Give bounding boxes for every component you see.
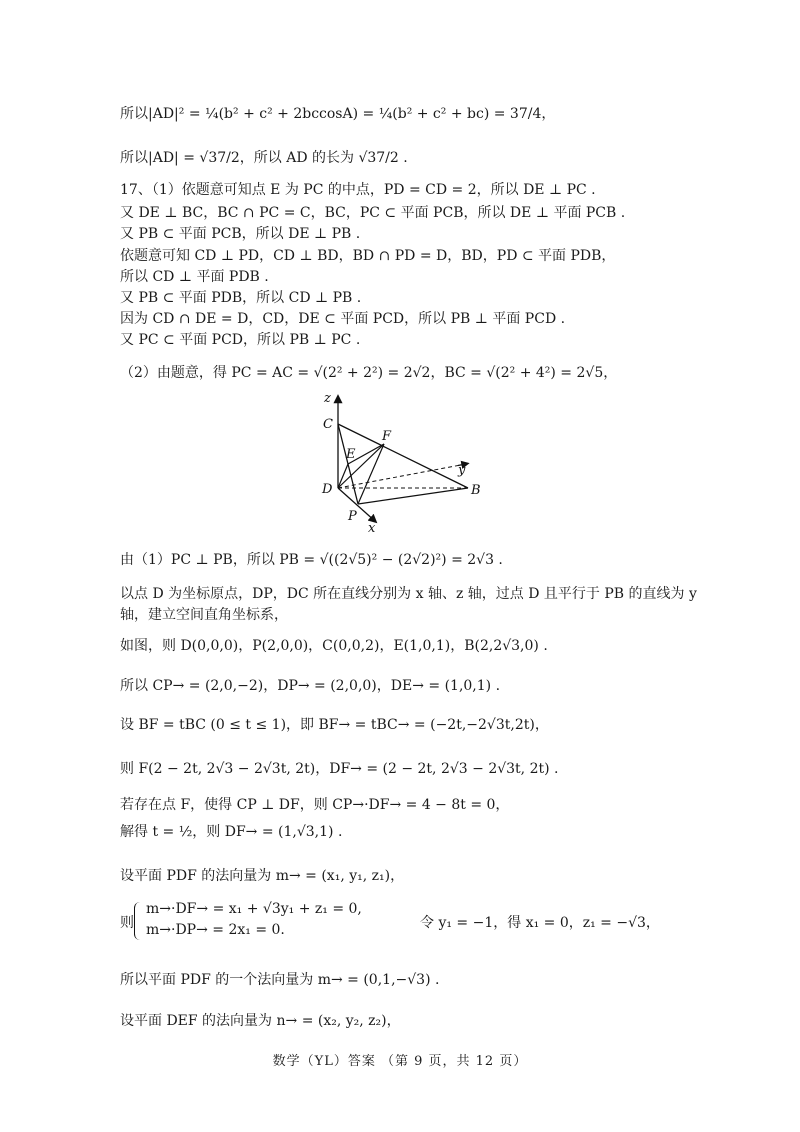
text-line-14: 轴，建立空间直角坐标系，: [120, 607, 288, 623]
text-line-23: 设平面 DEF 的法向量为 n→ = (x₂, y₂, z₂)，: [120, 1013, 401, 1029]
text-line-18: 则 F(2 − 2t, 2√3 − 2√3t, 2t)，DF→ = (2 − 2t, 2√3 − 2√3t, 2t) .: [120, 761, 559, 777]
text-line-7: 所以 CD ⊥ 平面 PDB .: [120, 269, 269, 285]
text-line-13: 以点 D 为坐标原点，DP，DC 所在直线分别为 x 轴、z 轴，过点 D 且平行于 PB 的直线为 y: [120, 586, 697, 602]
text-line-19: 若存在点 F，使得 CP ⊥ DF，则 CP→·DF→ = 4 − 8t = 0，: [120, 797, 510, 813]
edge-CB: [338, 424, 468, 488]
label-C: C: [323, 417, 333, 432]
edge-FP: [358, 444, 384, 504]
label-D: D: [322, 482, 333, 497]
edge-DE: [338, 464, 348, 488]
text-line-1: 所以|AD|² = ¼(b² + c² + 2bccosA) = ¼(b² + c² + bc) = 37/4，: [120, 106, 556, 122]
coordinate-diagram: [318, 391, 508, 536]
tetrahedron-figure: [318, 391, 508, 536]
label-z: z: [324, 391, 331, 406]
label-F: F: [382, 429, 392, 444]
label-P: P: [348, 509, 357, 524]
text-line-5: 又 PB ⊂ 平面 PCB，所以 DE ⊥ PB .: [120, 226, 361, 242]
page-footer: 数学（YL）答案 （第 9 页，共 12 页）: [272, 1054, 528, 1069]
system-lead: 则: [120, 915, 134, 931]
text-line-4: 又 DE ⊥ BC，BC ∩ PC = C，BC，PC ⊂ 平面 PCB，所以 DE ⊥ 平面 PCB .: [120, 205, 626, 221]
label-E: E: [346, 447, 356, 462]
text-line-12: 由（1）PC ⊥ PB，所以 PB = √((2√5)² − (2√2)²) = 2√3 .: [120, 552, 503, 568]
edge-PB: [358, 488, 468, 504]
system-equation-2: m→·DP→ = 2x₁ = 0.: [146, 922, 285, 938]
text-line-8: 又 PB ⊂ 平面 PDB，所以 CD ⊥ PB .: [120, 290, 362, 306]
system-solution: 令 y₁ = −1，得 x₁ = 0，z₁ = −√3，: [420, 915, 660, 931]
left-brace: [134, 902, 143, 940]
text-line-21: 设平面 PDF 的法向量为 m→ = (x₁, y₁, z₁)，: [120, 868, 405, 884]
x-axis: [338, 488, 376, 522]
equation-system: [120, 900, 740, 944]
text-line-20: 解得 t = ½，则 DF→ = (1,√3,1) .: [120, 824, 343, 840]
label-B: B: [471, 483, 481, 498]
text-line-2: 所以|AD| = √37/2，所以 AD 的长为 √37/2 .: [120, 150, 408, 166]
text-line-6: 依题意可知 CD ⊥ PD，CD ⊥ BD，BD ∩ PD = D，BD，PD ⊂ 平面 PDB，: [120, 248, 616, 264]
text-line-16: 所以 CP→ = (2,0,−2)，DP→ = (2,0,0)，DE→ = (1,0,1) .: [120, 678, 501, 694]
label-x: x: [368, 521, 376, 536]
text-line-10: 又 PC ⊂ 平面 PCD，所以 PB ⊥ PC .: [120, 332, 361, 348]
text-line-17: 设 BF = tBC (0 ≤ t ≤ 1)，即 BF→ = tBC→ = (−2t,−2√3t,2t)，: [120, 717, 549, 733]
label-y: y: [458, 463, 466, 478]
system-equation-1: m→·DF→ = x₁ + √3y₁ + z₁ = 0,: [146, 901, 362, 917]
text-line-3: 17、（1）依题意可知点 E 为 PC 的中点，PD = CD = 2，所以 DE ⊥ PC .: [120, 182, 596, 198]
text-line-22: 所以平面 PDF 的一个法向量为 m→ = (0,1,−√3) .: [120, 972, 440, 988]
y-axis: [338, 464, 466, 488]
text-line-15: 如图，则 D(0,0,0)，P(2,0,0)，C(0,0,2)，E(1,0,1)，B(2,2√3,0) .: [120, 638, 548, 654]
text-line-9: 因为 CD ∩ DE = D，CD，DE ⊂ 平面 PCD，所以 PB ⊥ 平面 PCD .: [120, 311, 566, 327]
text-line-11: （2）由题意，得 PC = AC = √(2² + 2²) = 2√2，BC = √(2² + 4²) = 2√5，: [120, 365, 618, 381]
